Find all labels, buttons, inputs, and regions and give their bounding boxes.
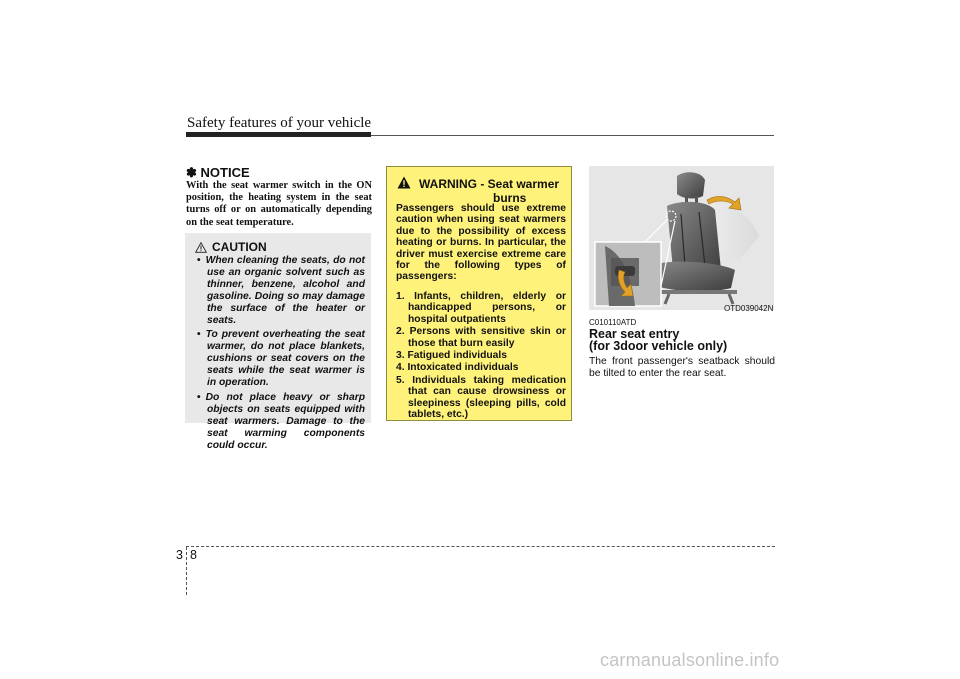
watermark: carmanualsonline.info xyxy=(600,650,780,670)
warning-item: 5. Individuals taking medication that can cause drowsiness or sleepiness (sleeping pills, cold tablets, etc.) xyxy=(396,374,566,421)
seat-drawing xyxy=(589,166,774,310)
warning-title-line2: burns xyxy=(493,191,527,205)
header-rule-thin xyxy=(371,135,774,136)
page-number: 8 xyxy=(190,548,197,562)
page-header-title: Safety features of your vehicle xyxy=(187,115,372,131)
caution-item: • When cleaning the seats, do not use an organic solvent such as thinner, benzene, alcohol and gasoline. Doing so may damage the surface of the heater or seats. xyxy=(191,255,365,326)
caution-item: • Do not place heavy or sharp objects on seats equipped with seat warmers. Damage to the seat warming components could occur. xyxy=(191,392,365,452)
seat-cushion xyxy=(649,262,735,292)
warning-triangle-icon xyxy=(397,176,411,189)
warning-title-line1: WARNING - Seat warmer xyxy=(419,177,560,191)
warning-intro: Passengers should use extreme caution when using seat warmers due to the possibility of excess heating or burns. In particular, the driver must exercise extreme care for the following types of passengers: xyxy=(396,203,566,283)
warning-box xyxy=(386,166,572,421)
chapter-number: 3 xyxy=(176,548,183,562)
seat-illustration xyxy=(589,166,774,310)
section-code: C010110ATD xyxy=(589,318,637,327)
warning-item: 2. Persons with sensitive skin or those that burn easily xyxy=(396,326,566,349)
warning-item: 3. Fatigued individuals xyxy=(396,350,507,362)
notice-title-text: NOTICE xyxy=(200,165,250,180)
warning-item: 4. Intoxicated individuals xyxy=(396,362,519,374)
header-rule-thick xyxy=(186,132,371,137)
footer-rule xyxy=(186,546,775,547)
caution-box xyxy=(185,233,371,451)
warning-list xyxy=(396,291,566,421)
section-body: The front passenger's seatback should be tilted to enter the rear seat. xyxy=(589,356,775,379)
caution-item: • To prevent overheating the seat warmer, do not place blankets, cushions or seat covers on the seats while the seat warmer is in operation. xyxy=(191,329,365,389)
caution-title: CAUTION xyxy=(212,240,267,254)
notice-body: With the seat warmer switch in the ON position, the heating system in the seat turns off or on automatically depending on the seat temperature. xyxy=(186,180,372,228)
notice-symbol: ✽ xyxy=(186,165,197,180)
caution-list xyxy=(191,255,365,455)
figure-code: OTD039042N xyxy=(724,304,774,313)
caution-triangle-icon xyxy=(195,242,207,253)
caution-heading xyxy=(195,240,267,254)
section-title-line2: (for 3door vehicle only) xyxy=(589,339,728,353)
notice-title xyxy=(186,165,250,181)
headrest xyxy=(677,172,705,198)
warning-item: 1. Infants, children, elderly or handicapped persons, or hospital outpatients xyxy=(396,291,566,325)
section-title xyxy=(589,328,775,352)
section-title-line1: Rear seat entry xyxy=(589,327,680,341)
page-number-divider xyxy=(186,547,187,595)
